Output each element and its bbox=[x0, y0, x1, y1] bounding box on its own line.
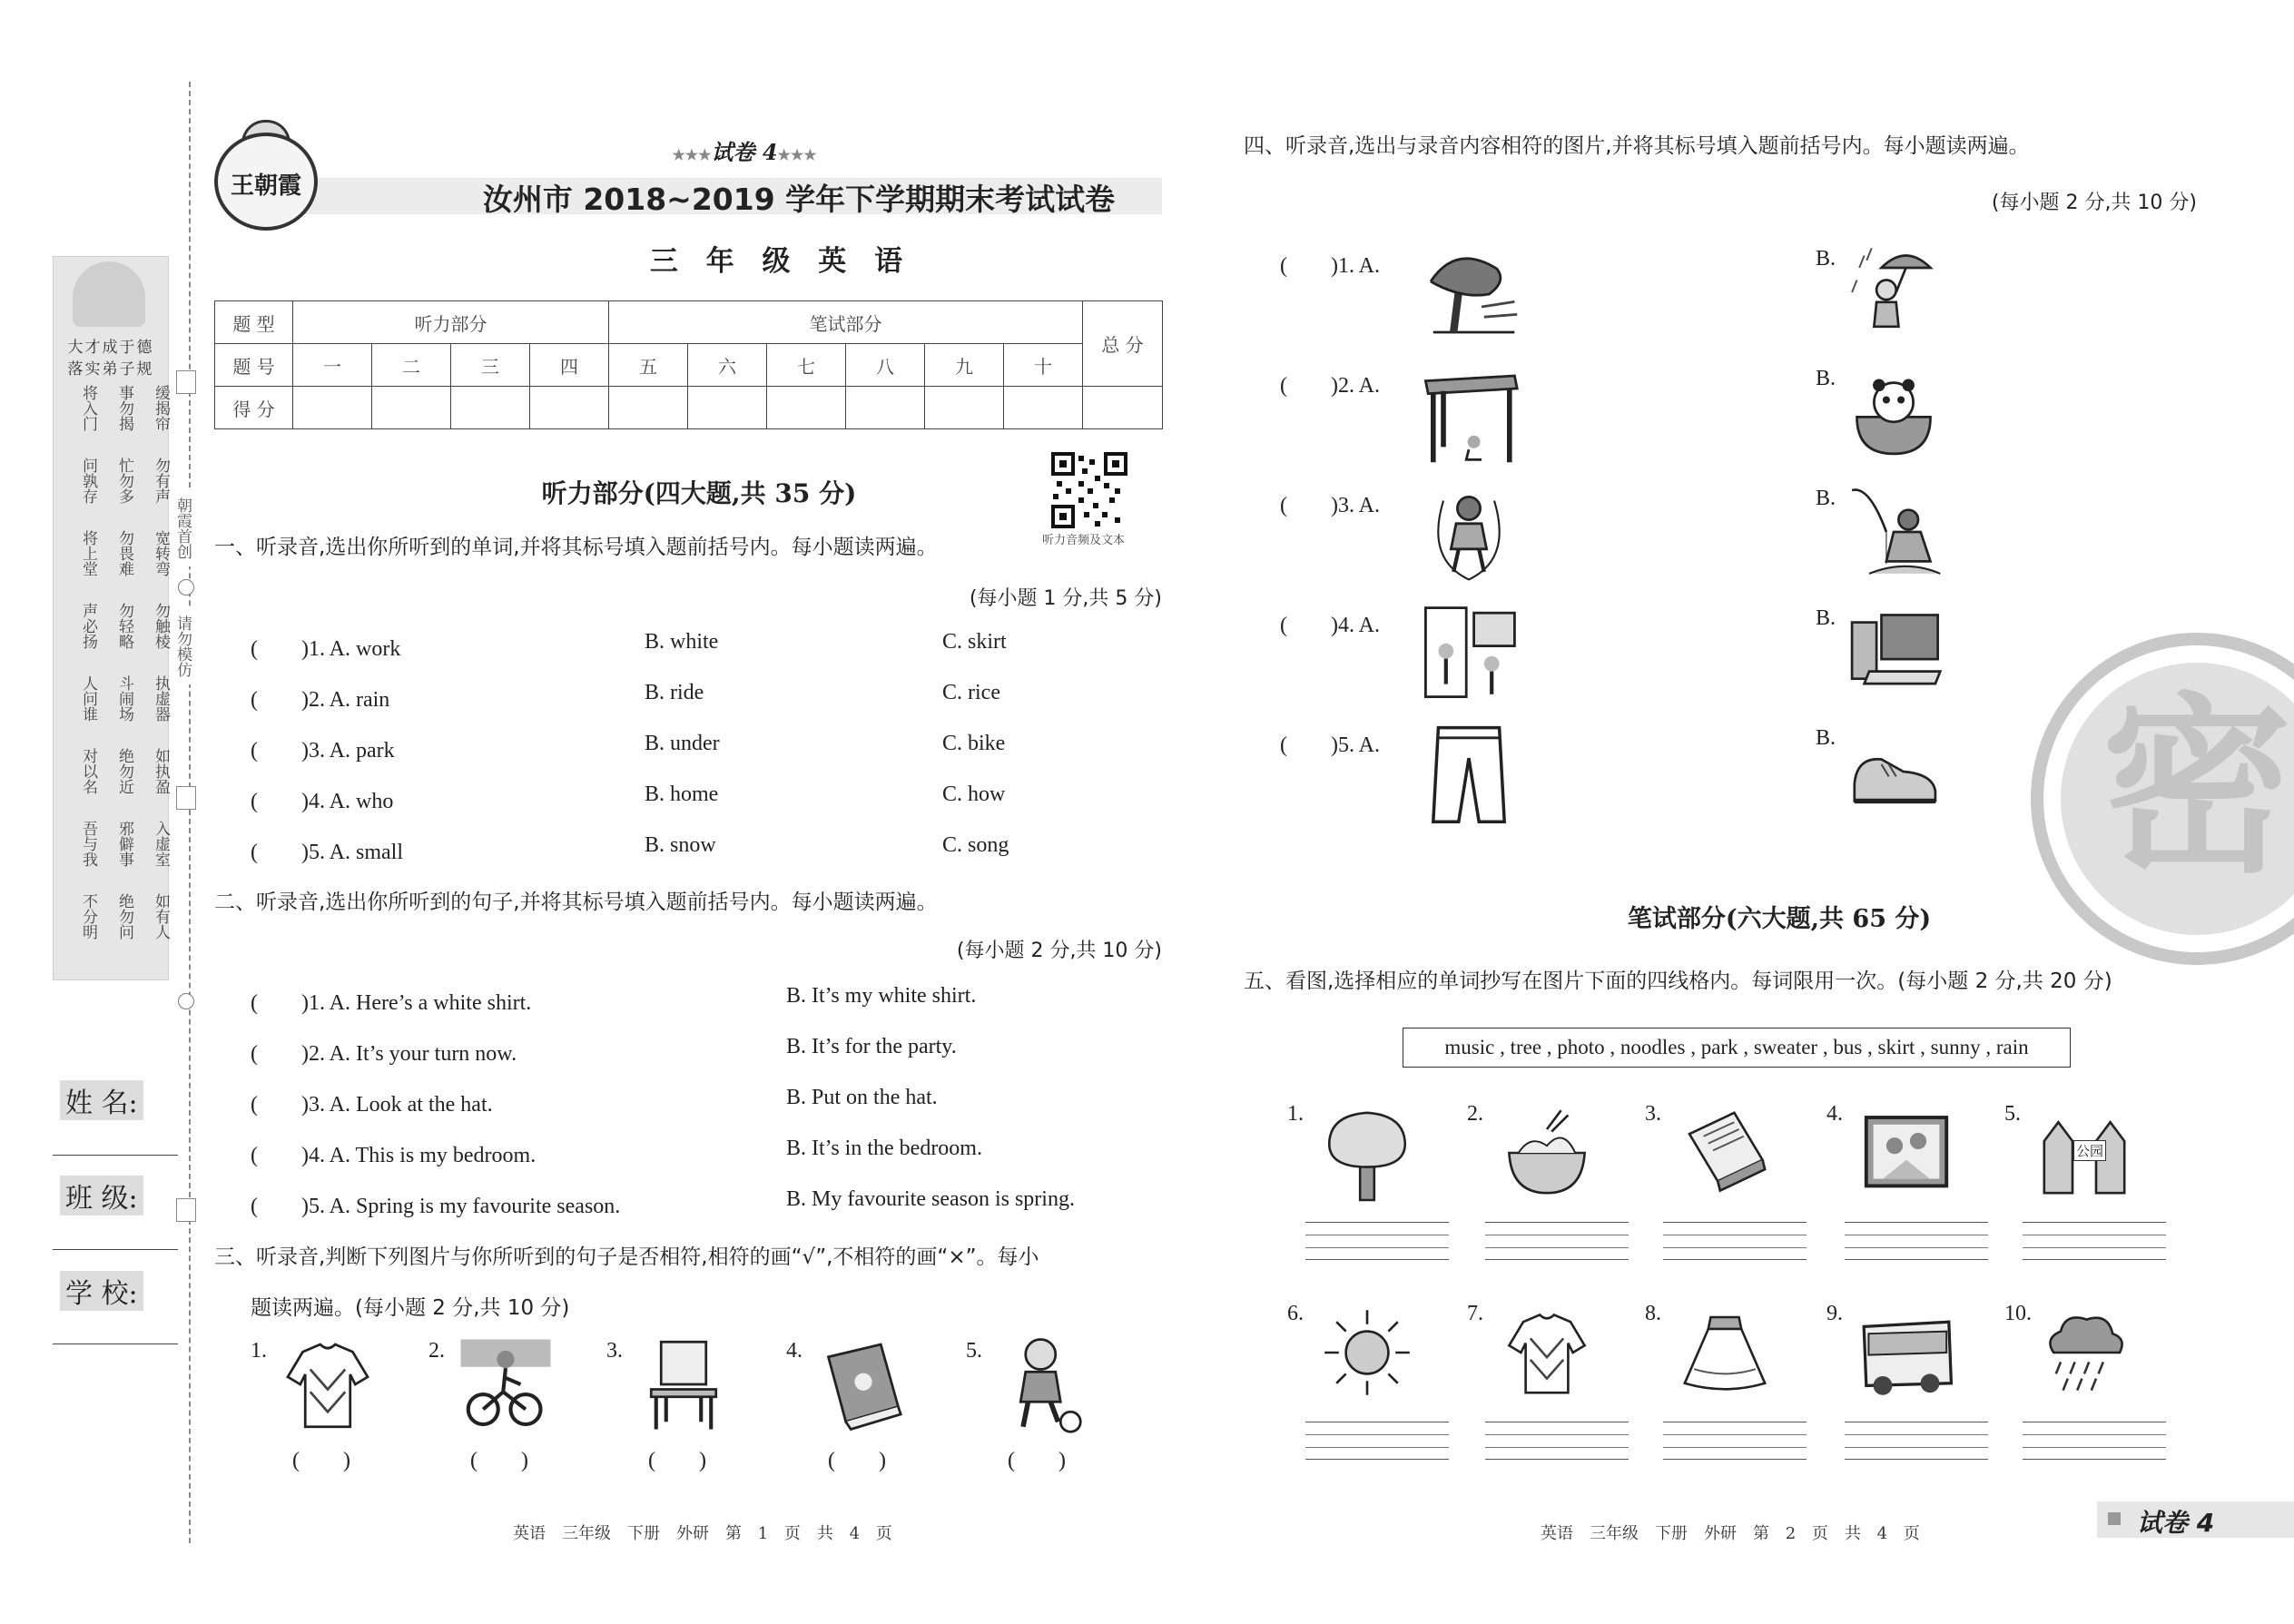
motto-column: 问孰存 bbox=[79, 458, 97, 504]
q3-number: 1. bbox=[251, 1339, 267, 1363]
motto-column: 邪僻事 bbox=[115, 821, 133, 867]
q1-heading: 一、听录音,选出你所听到的单词,并将其标号填入题前括号内。每小题读两遍。 bbox=[214, 536, 938, 559]
name-field[interactable] bbox=[53, 1155, 178, 1156]
q3-number: 5. bbox=[966, 1339, 982, 1363]
q2-option-b[interactable]: B. Put on the hat. bbox=[786, 1086, 938, 1109]
logo-text: 王朝霞 bbox=[230, 172, 301, 200]
desk-icon bbox=[1416, 363, 1521, 465]
q2-option-b[interactable]: B. It’s in the bedroom. bbox=[786, 1137, 982, 1160]
sweater-icon bbox=[278, 1334, 378, 1434]
motto-column: 勿有声 bbox=[152, 458, 170, 504]
q2-option-a[interactable]: ( )4. A. This is my bedroom. bbox=[251, 1144, 537, 1167]
q1-option-c[interactable]: C. rice bbox=[942, 681, 1000, 704]
q1-option-b[interactable]: B. home bbox=[645, 782, 719, 806]
panda-bowl-icon bbox=[1843, 363, 1944, 461]
motto-column: 如有人 bbox=[152, 893, 170, 940]
motto-column: 对以名 bbox=[79, 748, 97, 794]
subject-title: 三 年 级 英 语 bbox=[649, 245, 912, 278]
total-score-cell[interactable] bbox=[1083, 387, 1163, 429]
tag-square bbox=[2108, 1512, 2121, 1525]
four-line-grid[interactable] bbox=[1845, 1422, 1988, 1460]
school-field[interactable] bbox=[53, 1343, 178, 1344]
score-cell[interactable] bbox=[372, 387, 451, 429]
q3-heading-line-2: 题读两遍。(每小题 2 分,共 10 分) bbox=[251, 1296, 570, 1320]
motto-column: 勿触棱 bbox=[152, 603, 170, 649]
q1-option-b[interactable]: B. snow bbox=[645, 833, 716, 857]
q5-number: 7. bbox=[1467, 1302, 1483, 1325]
paper-number-text: 试卷 4 bbox=[711, 139, 778, 165]
q3-number: 2. bbox=[428, 1339, 445, 1363]
score-table bbox=[214, 300, 1163, 429]
score-cell[interactable] bbox=[925, 387, 1004, 429]
q2-option-a[interactable]: ( )1. A. Here’s a white shirt. bbox=[251, 991, 532, 1015]
question-number: 五 bbox=[609, 344, 688, 387]
answer-paren[interactable]: ( ) bbox=[1008, 1449, 1066, 1472]
binding-dashed-line bbox=[189, 82, 191, 1543]
q4-points: (每小题 2 分,共 10 分) bbox=[1991, 192, 2197, 214]
q4-option-b[interactable]: B. bbox=[1816, 487, 1836, 510]
motto-column: 绝勿近 bbox=[115, 748, 133, 794]
four-line-grid[interactable] bbox=[1305, 1422, 1449, 1460]
skirt-icon bbox=[1678, 1302, 1772, 1403]
writing-header: 笔试部分 bbox=[609, 301, 1083, 344]
answer-paren[interactable]: ( ) bbox=[292, 1449, 350, 1472]
q4-option-b[interactable]: B. bbox=[1816, 367, 1836, 390]
fishing-girl-icon bbox=[1843, 483, 1944, 581]
windy-tree-icon bbox=[1416, 243, 1521, 345]
q4-option-a[interactable]: ( )3. A. bbox=[1280, 494, 1380, 517]
star-icon: ★★★ bbox=[672, 146, 712, 163]
gutter-text-2: 请勿模仿 bbox=[168, 608, 192, 684]
four-line-grid[interactable] bbox=[1485, 1422, 1629, 1460]
q1-option-c[interactable]: C. bike bbox=[942, 732, 1006, 755]
banner-line-1: 大才成于德 bbox=[67, 339, 154, 357]
q2-option-b[interactable]: B. It’s my white shirt. bbox=[786, 984, 977, 1008]
q5-number: 10. bbox=[2004, 1302, 2032, 1325]
q4-option-a[interactable]: ( )2. A. bbox=[1280, 374, 1380, 398]
computer-icon bbox=[1843, 603, 1944, 701]
secret-watermark bbox=[2024, 626, 2294, 971]
q5-number: 6. bbox=[1287, 1302, 1304, 1325]
q2-option-a[interactable]: ( )5. A. Spring is my favourite season. bbox=[251, 1195, 621, 1218]
sweater-icon bbox=[1500, 1302, 1594, 1403]
q1-option-a[interactable]: ( )4. A. who bbox=[251, 790, 394, 813]
star-icon: ★★★ bbox=[777, 146, 817, 163]
q5-number: 3. bbox=[1645, 1102, 1661, 1126]
answer-paren[interactable]: ( ) bbox=[470, 1449, 528, 1472]
score-cell[interactable] bbox=[609, 387, 688, 429]
four-line-grid[interactable] bbox=[2023, 1222, 2166, 1260]
q5-number: 4. bbox=[1826, 1102, 1843, 1126]
question-number: 一 bbox=[293, 344, 372, 387]
q5-number: 8. bbox=[1645, 1302, 1661, 1325]
score-cell[interactable] bbox=[451, 387, 530, 429]
four-line-grid[interactable] bbox=[1663, 1222, 1807, 1260]
name-label: 姓 名: bbox=[60, 1080, 143, 1120]
question-number: 九 bbox=[925, 344, 1004, 387]
four-line-grid[interactable] bbox=[1663, 1422, 1807, 1460]
question-number: 八 bbox=[846, 344, 925, 387]
q1-option-b[interactable]: B. under bbox=[645, 732, 720, 755]
door-kids-icon bbox=[1416, 603, 1521, 704]
boy-football-icon bbox=[993, 1334, 1093, 1434]
score-cell[interactable] bbox=[846, 387, 925, 429]
banner-line-2: 落实弟子规 bbox=[67, 360, 154, 379]
qr-caption: 听力音频及文本 bbox=[1042, 534, 1126, 547]
q1-option-a[interactable]: ( )2. A. rain bbox=[251, 688, 390, 712]
page-footer-right: 英语 三年级 下册 外研 第 2 页 共 4 页 bbox=[1541, 1524, 1920, 1543]
motto-column: 吾与我 bbox=[79, 821, 97, 867]
motto-column: 不分明 bbox=[79, 893, 97, 940]
seal-mark bbox=[176, 1198, 196, 1222]
q1-option-b[interactable]: B. ride bbox=[645, 681, 704, 704]
q1-option-b[interactable]: B. white bbox=[645, 630, 719, 654]
word-bank: music , tree , photo , noodles , park , sweater , bus , skirt , sunny , rain bbox=[1403, 1028, 2071, 1068]
paper-tag bbox=[2097, 1501, 2294, 1538]
motto-column: 事勿揭 bbox=[115, 385, 133, 431]
motto-column: 入虚室 bbox=[152, 821, 170, 867]
book-icon bbox=[813, 1334, 913, 1434]
bike-rider-icon bbox=[456, 1334, 556, 1434]
row-label: 题 型 bbox=[215, 301, 293, 344]
park-sign: 公园 bbox=[2073, 1140, 2106, 1161]
score-cell[interactable] bbox=[1004, 387, 1083, 429]
class-field[interactable] bbox=[53, 1249, 178, 1250]
q5-number: 2. bbox=[1467, 1102, 1483, 1126]
q2-option-a[interactable]: ( )2. A. It’s your turn now. bbox=[251, 1042, 517, 1066]
motto-column: 如执盈 bbox=[152, 748, 170, 794]
noodles-icon bbox=[1500, 1102, 1594, 1204]
q2-option-a[interactable]: ( )3. A. Look at the hat. bbox=[251, 1093, 493, 1117]
answer-paren[interactable]: ( ) bbox=[648, 1449, 706, 1472]
q4-heading: 四、听录音,选出与录音内容相符的图片,并将其标号填入题前括号内。每小题读两遍。 bbox=[1244, 134, 2030, 158]
q2-heading: 二、听录音,选出你所听到的句子,并将其标号填入题前括号内。每小题读两遍。 bbox=[214, 891, 938, 914]
q1-option-c[interactable]: C. how bbox=[942, 782, 1006, 806]
motto-column: 声必扬 bbox=[79, 603, 97, 649]
motto-column: 斗闹场 bbox=[115, 675, 133, 722]
bus-icon bbox=[1859, 1302, 1954, 1403]
tree-icon bbox=[1320, 1102, 1414, 1204]
score-cell[interactable] bbox=[767, 387, 846, 429]
girl-umbrella-icon bbox=[1843, 243, 1944, 341]
brand-logo bbox=[214, 133, 318, 231]
question-number: 六 bbox=[688, 344, 767, 387]
motto-column: 人问谁 bbox=[79, 675, 97, 722]
answer-paren[interactable]: ( ) bbox=[828, 1449, 886, 1472]
q1-option-c[interactable]: C. skirt bbox=[942, 630, 1007, 654]
binding-hole bbox=[178, 993, 194, 1009]
watermark-char: 密 bbox=[2101, 676, 2293, 899]
motto-column: 执虚器 bbox=[152, 675, 170, 722]
qr-code-icon[interactable] bbox=[1051, 452, 1127, 528]
trousers-icon bbox=[1416, 723, 1521, 824]
school-label: 学 校: bbox=[60, 1271, 143, 1311]
q4-option-a[interactable]: ( )5. A. bbox=[1280, 733, 1380, 757]
q3-heading-line-1: 三、听录音,判断下列图片与你所听到的句子是否相符,相符的画“√”,不相符的画“×”。每小 bbox=[214, 1245, 1039, 1269]
paper-number bbox=[635, 134, 853, 166]
score-cell[interactable] bbox=[293, 387, 372, 429]
row-label: 得 分 bbox=[215, 387, 293, 429]
q5-number: 9. bbox=[1826, 1302, 1843, 1325]
q3-number: 4. bbox=[786, 1339, 802, 1363]
question-number: 三 bbox=[451, 344, 530, 387]
seal-mark bbox=[176, 786, 196, 810]
music-book-icon bbox=[1678, 1102, 1772, 1204]
writing-section-title: 笔试部分(六大题,共 65 分) bbox=[1627, 905, 1932, 933]
binding-hole bbox=[178, 579, 194, 595]
q4-option-a[interactable]: ( )4. A. bbox=[1280, 614, 1380, 637]
four-line-grid[interactable] bbox=[1305, 1222, 1449, 1260]
q4-option-b[interactable]: B. bbox=[1816, 247, 1836, 271]
total-header: 总 分 bbox=[1083, 301, 1163, 387]
q4-option-b[interactable]: B. bbox=[1816, 726, 1836, 750]
motto-column: 缓揭帘 bbox=[152, 385, 170, 431]
q2-points: (每小题 2 分,共 10 分) bbox=[956, 940, 1162, 962]
motto-column: 宽转弯 bbox=[152, 530, 170, 576]
q5-heading: 五、看图,选择相应的单词抄写在图片下面的四线格内。每词限用一次。(每小题 2 分,共 20 分) bbox=[1244, 969, 2112, 993]
page-footer-left: 英语 三年级 下册 外研 第 1 页 共 4 页 bbox=[513, 1524, 892, 1543]
rain-cloud-icon bbox=[2037, 1302, 2132, 1403]
paper-tag-text: 试卷 4 bbox=[2137, 1508, 2215, 1538]
question-number: 十 bbox=[1004, 344, 1083, 387]
shoe-icon bbox=[1843, 723, 1944, 821]
q1-points: (每小题 1 分,共 5 分) bbox=[969, 587, 1162, 610]
motto-column: 勿畏难 bbox=[115, 530, 133, 576]
four-line-grid[interactable] bbox=[2023, 1422, 2166, 1460]
question-number: 二 bbox=[372, 344, 451, 387]
motto-column: 绝勿问 bbox=[115, 893, 133, 940]
motto-column: 勿轻略 bbox=[115, 603, 133, 649]
chair-icon bbox=[634, 1334, 733, 1434]
motto-column: 忙勿多 bbox=[115, 458, 133, 504]
score-cell[interactable] bbox=[530, 387, 609, 429]
q1-option-a[interactable]: ( )5. A. small bbox=[251, 841, 403, 864]
jump-rope-icon bbox=[1416, 483, 1521, 585]
q4-option-a[interactable]: ( )1. A. bbox=[1280, 254, 1380, 278]
score-cell[interactable] bbox=[688, 387, 767, 429]
gutter-text-1: 朝霞首创 bbox=[168, 490, 192, 566]
class-label: 班 级: bbox=[60, 1176, 143, 1216]
listening-header: 听力部分 bbox=[293, 301, 609, 344]
q3-number: 3. bbox=[606, 1339, 623, 1363]
photo-icon bbox=[1859, 1102, 1954, 1204]
row-label: 题 号 bbox=[215, 344, 293, 387]
q1-option-a[interactable]: ( )3. A. park bbox=[251, 739, 395, 763]
scholar-figure-icon bbox=[73, 261, 145, 327]
question-number: 四 bbox=[530, 344, 609, 387]
four-line-grid[interactable] bbox=[1485, 1222, 1629, 1260]
listening-section-title: 听力部分(四大题,共 35 分) bbox=[541, 478, 857, 508]
q5-number: 5. bbox=[2004, 1102, 2021, 1126]
q2-option-b[interactable]: B. It’s for the party. bbox=[786, 1035, 957, 1058]
q1-option-c[interactable]: C. song bbox=[942, 833, 1009, 857]
motto-column: 将入门 bbox=[79, 385, 97, 431]
sun-icon bbox=[1320, 1302, 1414, 1403]
question-number: 七 bbox=[767, 344, 846, 387]
four-line-grid[interactable] bbox=[1845, 1222, 1988, 1260]
seal-mark bbox=[176, 370, 196, 394]
q2-option-b[interactable]: B. My favourite season is spring. bbox=[786, 1187, 1075, 1211]
q5-number: 1. bbox=[1287, 1102, 1304, 1126]
q4-option-b[interactable]: B. bbox=[1816, 606, 1836, 630]
exam-title: 汝州市 2018~2019 学年下学期期末考试试卷 bbox=[482, 182, 1116, 217]
q1-option-a[interactable]: ( )1. A. work bbox=[251, 637, 401, 661]
motto-column: 将上堂 bbox=[79, 530, 97, 576]
